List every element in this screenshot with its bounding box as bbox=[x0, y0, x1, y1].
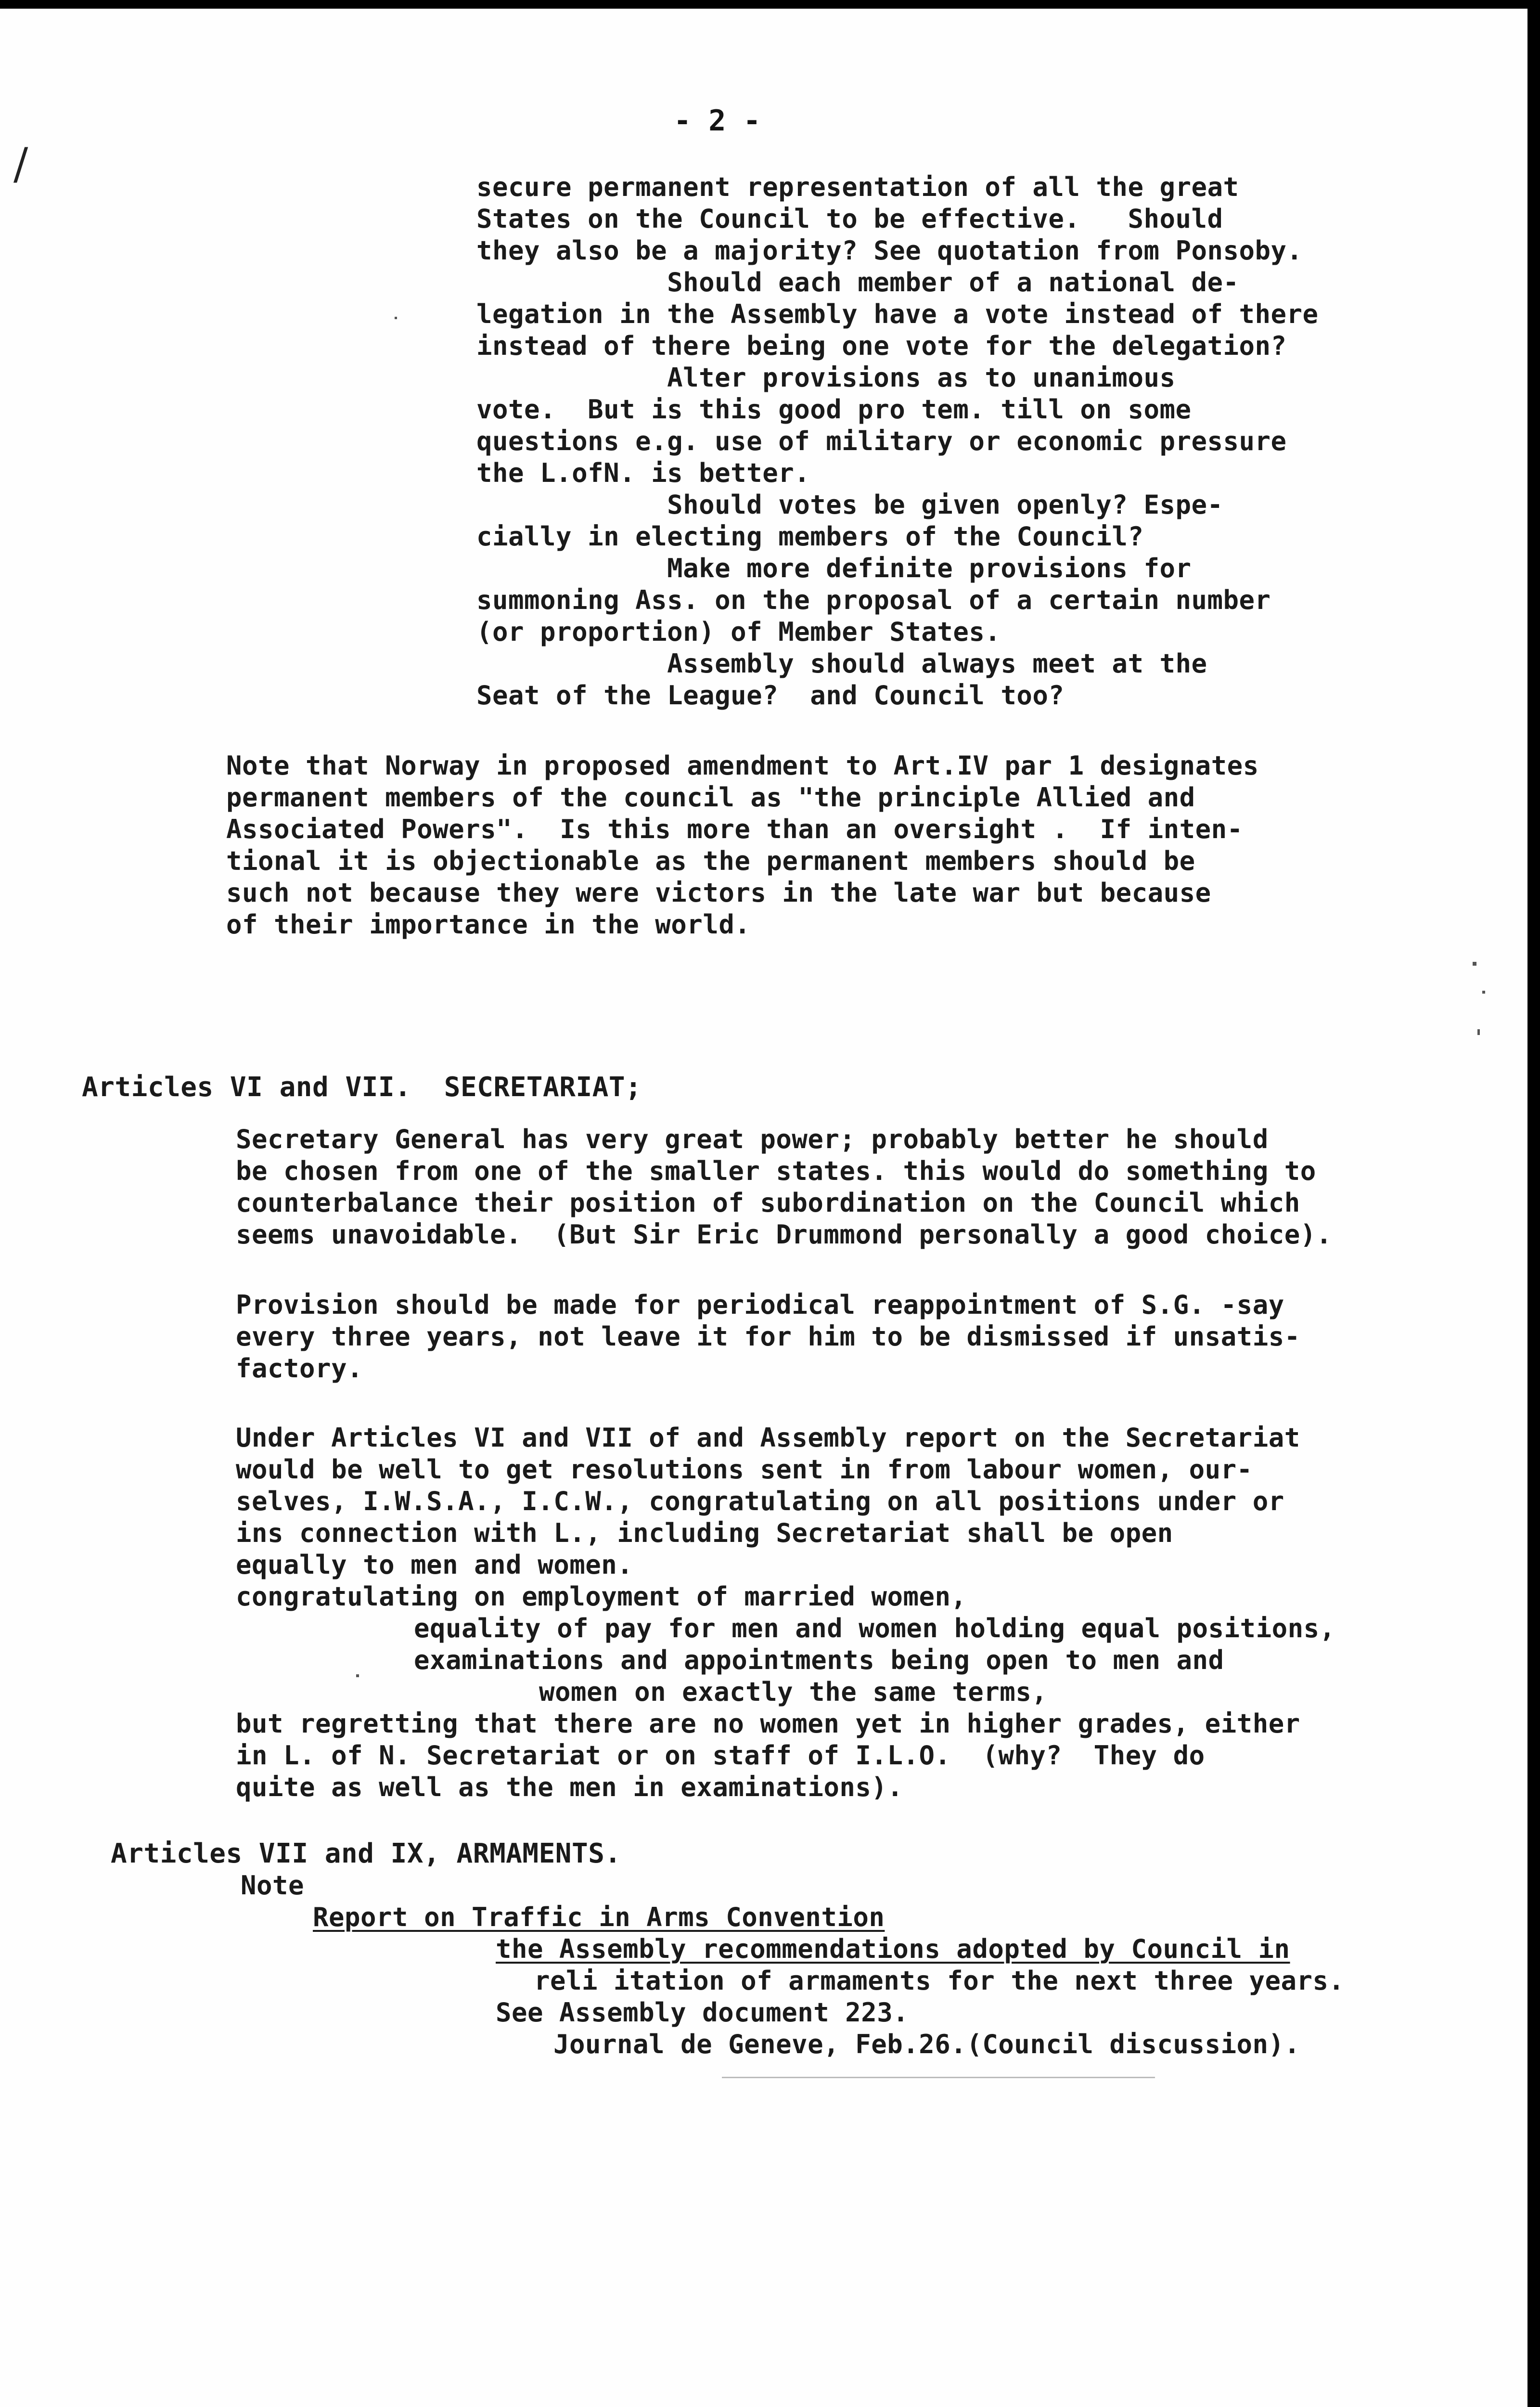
text-line: equally to men and women. bbox=[236, 1550, 633, 1580]
scan-speck bbox=[1473, 962, 1476, 966]
text-line: Assembly should always meet at the bbox=[476, 648, 1207, 679]
text-line: every three years, not leave it for him to be dismissed if unsatis- bbox=[236, 1321, 1300, 1352]
text-line: summoning Ass. on the proposal of a certain number bbox=[476, 585, 1271, 615]
text-line: questions e.g. use of military or economic pressure bbox=[476, 426, 1287, 456]
heading-armaments: Articles VII and IX, ARMAMENTS. bbox=[111, 1838, 621, 1869]
text-line: in L. of N. Secretariat or on staff of I.L.O. (why? They do bbox=[236, 1740, 1205, 1771]
page-number: - 2 - bbox=[674, 104, 761, 138]
scan-speck bbox=[1477, 1029, 1480, 1035]
text-line: Should each member of a national de- bbox=[476, 267, 1239, 298]
text-line: vote. But is this good pro tem. till on some bbox=[476, 394, 1192, 425]
scan-speck bbox=[722, 2077, 1155, 2078]
text-line: instead of there being one vote for the delegation? bbox=[476, 331, 1287, 361]
scan-speck bbox=[356, 1674, 359, 1677]
text-line: the L.ofN. is better. bbox=[476, 458, 810, 488]
text-line: reli itation of armaments for the next three years. bbox=[534, 1966, 1345, 1996]
text-line: Seat of the League? and Council too? bbox=[476, 680, 1065, 711]
text-line: ins connection with L., including Secretariat shall be open bbox=[236, 1518, 1173, 1548]
text-line: such not because they were victors in the late war but because bbox=[226, 878, 1211, 908]
text-line: of their importance in the world. bbox=[226, 909, 751, 940]
text-line: Should votes be given openly? Espe- bbox=[476, 490, 1223, 520]
text-line: selves, I.W.S.A., I.C.W., congratulating on all positions under or bbox=[236, 1486, 1284, 1516]
text-line: States on the Council to be effective. Should bbox=[476, 204, 1223, 234]
text-line: Journal de Geneve, Feb.26.(Council discussion). bbox=[553, 2029, 1300, 2059]
text-line: factory. bbox=[236, 1353, 363, 1384]
pencil-mark: / bbox=[13, 139, 28, 189]
text-line: congratulating on employment of married women, bbox=[236, 1581, 967, 1612]
text-line: examinations and appointments being open to men and bbox=[414, 1645, 1224, 1675]
text-line: the Assembly recommendations adopted by Council in bbox=[496, 1934, 1290, 1964]
text-line: See Assembly document 223. bbox=[496, 1997, 909, 2028]
text-line: Alter provisions as to unanimous bbox=[476, 362, 1176, 393]
text-line: legation in the Assembly have a vote instead of there bbox=[476, 299, 1319, 329]
text-line: seems unavoidable. (But Sir Eric Drummond personally a good choice). bbox=[236, 1219, 1332, 1250]
text-line: cially in electing members of the Council? bbox=[476, 521, 1144, 552]
text-line: be chosen from one of the smaller states. this would do something to bbox=[236, 1156, 1316, 1186]
scan-speck bbox=[395, 317, 397, 319]
heading-secretariat: Articles VI and VII. SECRETARIAT; bbox=[82, 1072, 642, 1103]
text-line: they also be a majority? See quotation from Ponsoby. bbox=[476, 235, 1303, 266]
text-line: tional it is objectionable as the permanent members should be bbox=[226, 846, 1195, 876]
text-line: counterbalance their position of subordination on the Council which bbox=[236, 1188, 1300, 1218]
text-line: Secretary General has very great power; probably better he should bbox=[236, 1124, 1269, 1154]
text-line: Make more definite provisions for bbox=[476, 553, 1192, 583]
text-line: secure permanent representation of all the great bbox=[476, 172, 1239, 202]
text-line: women on exactly the same terms, bbox=[539, 1677, 1048, 1707]
text-line: Note that Norway in proposed amendment to Art.IV par 1 designates bbox=[226, 751, 1259, 781]
text-line: quite as well as the men in examinations). bbox=[236, 1772, 903, 1802]
note-label: Note bbox=[241, 1870, 305, 1901]
text-line: permanent members of the council as "the principle Allied and bbox=[226, 782, 1195, 813]
text-line: Provision should be made for periodical reappointment of S.G. -say bbox=[236, 1290, 1284, 1320]
text-line: equality of pay for men and women holding equal positions, bbox=[414, 1613, 1335, 1643]
text-line: Under Articles VI and VII of and Assembly report on the Secretariat bbox=[236, 1423, 1300, 1453]
report-line: Report on Traffic in Arms Convention bbox=[313, 1902, 885, 1932]
text-line: would be well to get resolutions sent in from labour women, our- bbox=[236, 1454, 1253, 1485]
text-line: Associated Powers". Is this more than an oversight . If inten- bbox=[226, 814, 1243, 844]
scan-speck bbox=[1482, 991, 1485, 994]
text-line: but regretting that there are no women yet in higher grades, either bbox=[236, 1708, 1300, 1739]
text-line: (or proportion) of Member States. bbox=[476, 617, 1001, 647]
